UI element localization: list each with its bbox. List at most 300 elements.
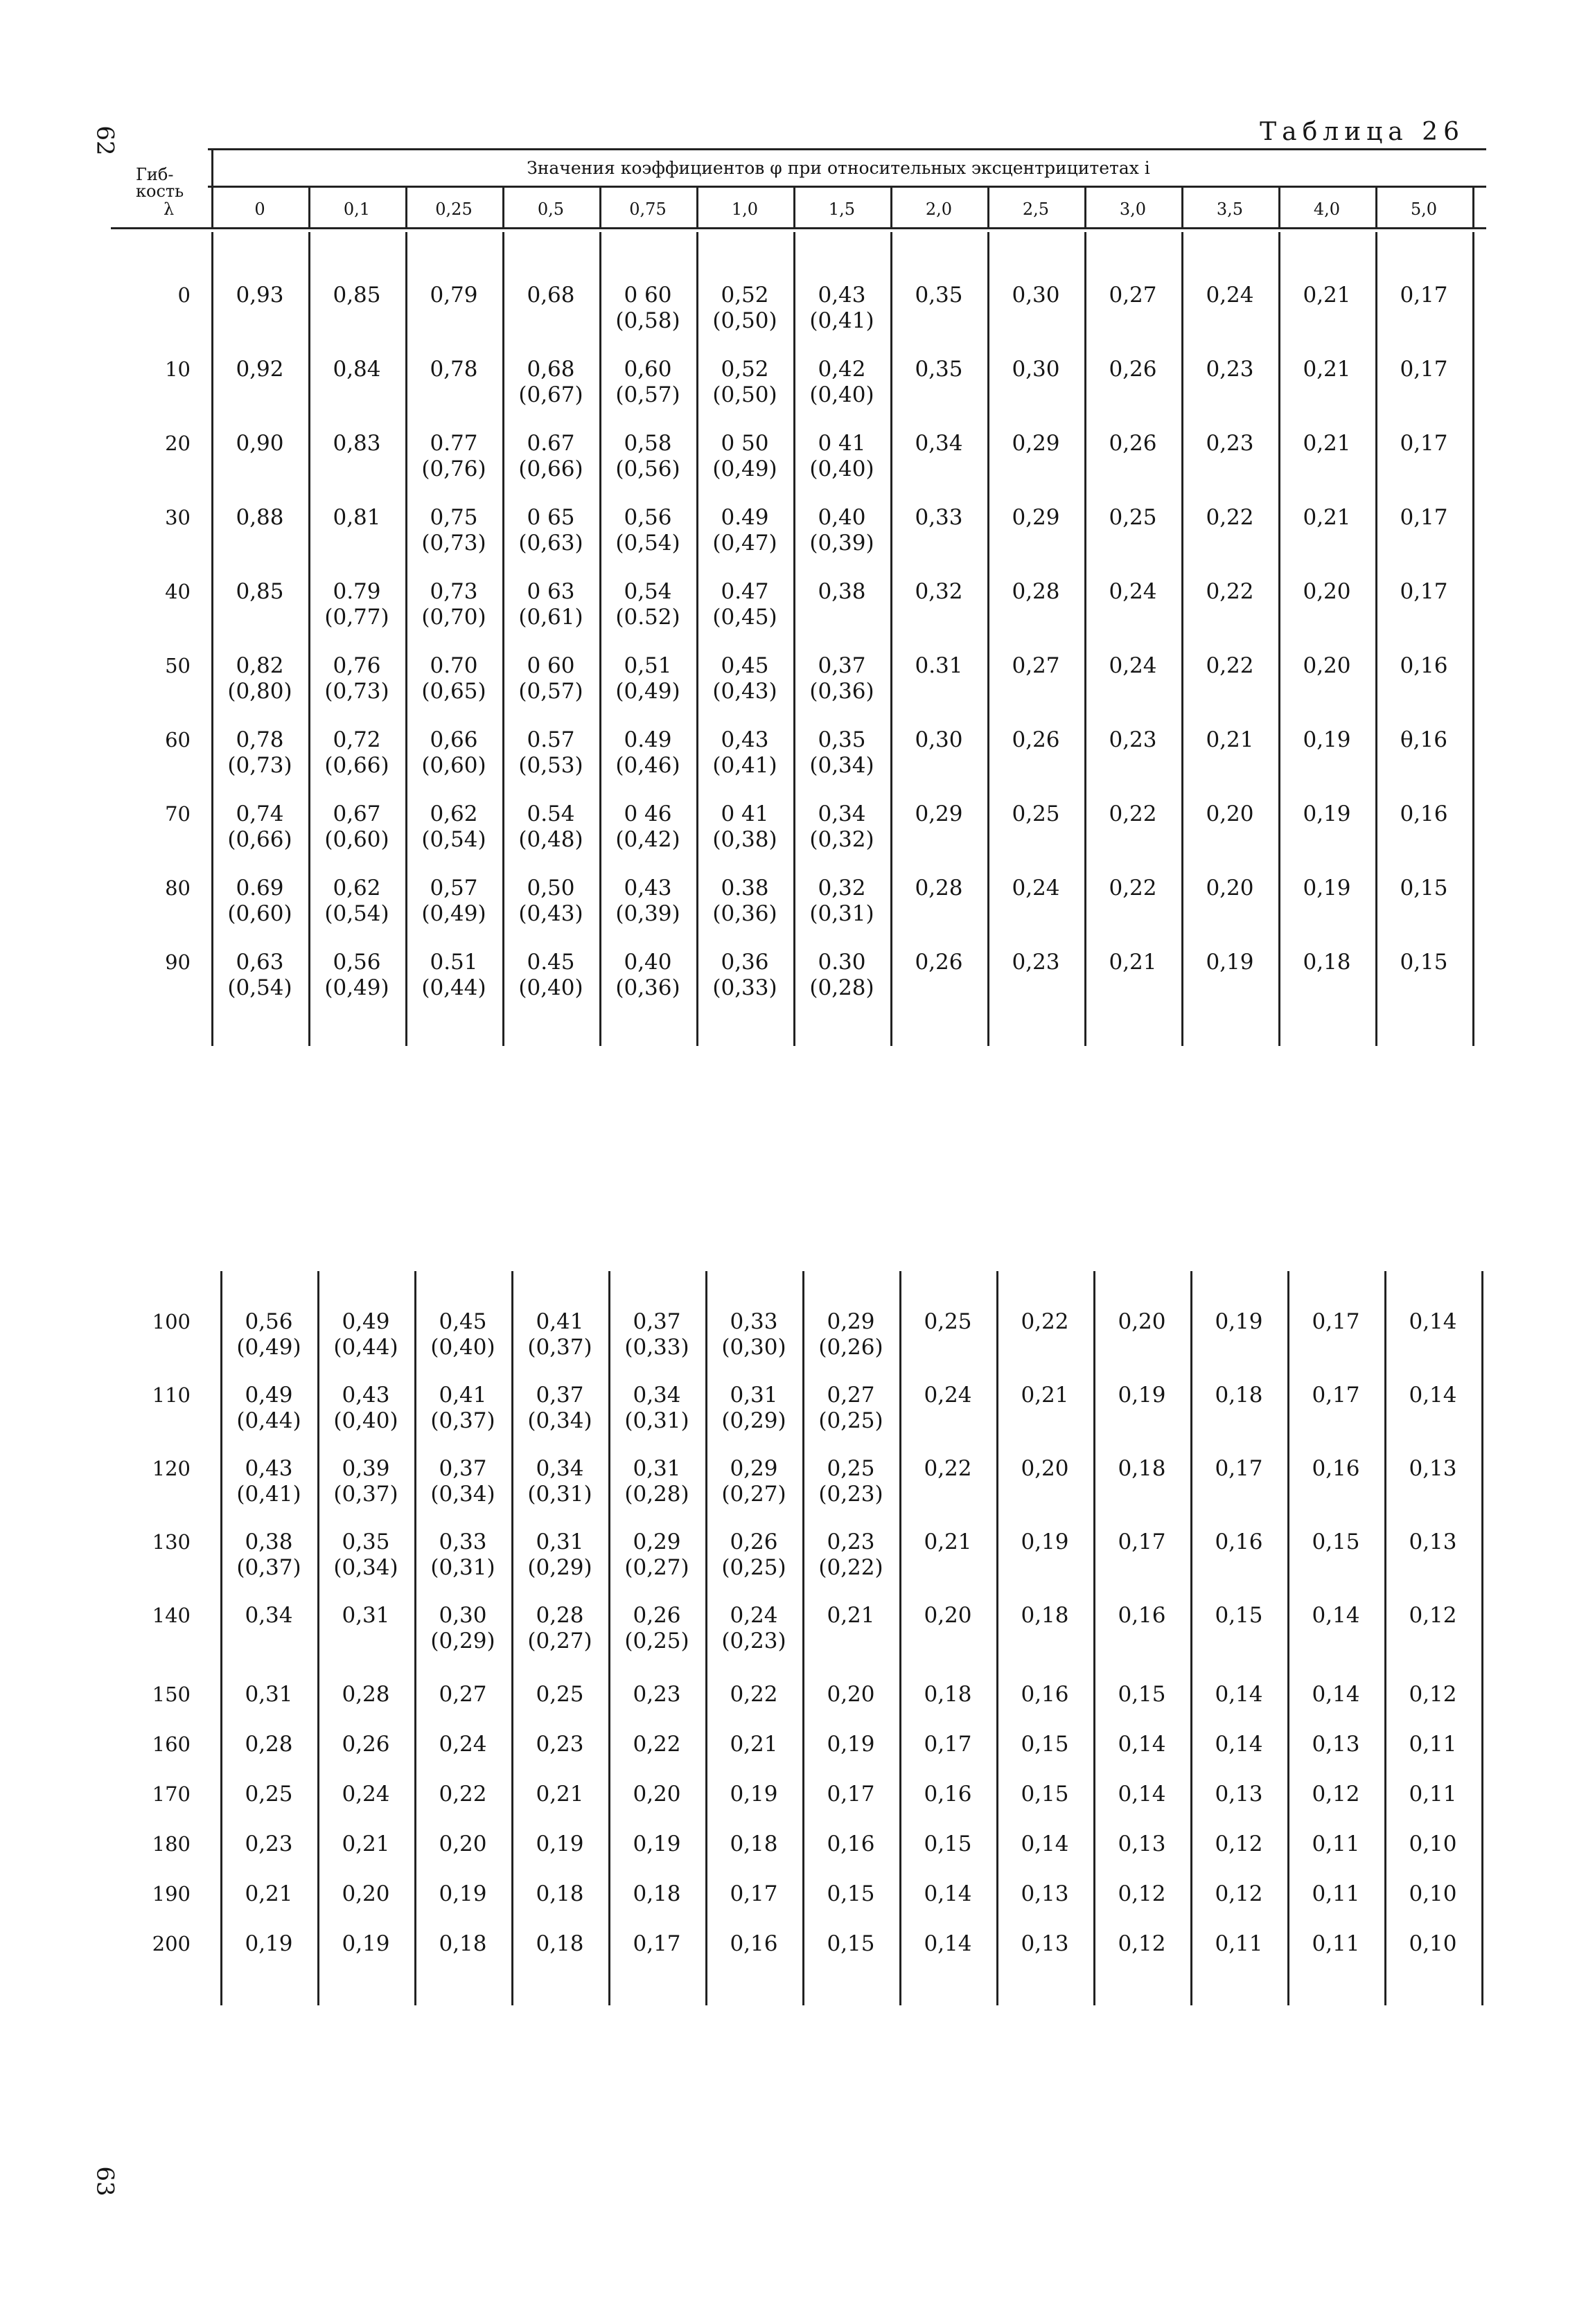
- table-cell: 0,12: [1312, 1782, 1360, 1807]
- table-cell: 0,58 (0,56): [615, 431, 680, 481]
- lambda-header-symbol: λ: [164, 199, 175, 219]
- table-cell: 0,25: [1109, 505, 1157, 530]
- lambda-value: 70: [165, 802, 191, 826]
- table-cell: 0,72 (0,66): [324, 727, 389, 778]
- table-cell: 0,31: [245, 1682, 293, 1707]
- table-cell: 0,66 (0,60): [421, 727, 486, 778]
- table-cell: 0.31: [915, 653, 963, 678]
- table-cell: 0,24: [1109, 653, 1157, 678]
- lambda-value: 90: [165, 950, 191, 974]
- table-cell: 0,42 (0,40): [809, 357, 874, 407]
- lambda-value: 200: [152, 1932, 191, 1955]
- column-header: 3,5: [1216, 199, 1244, 219]
- table-cell: 0,22: [1206, 505, 1254, 530]
- lambda-value: 30: [165, 506, 191, 529]
- table-cell: 0,29: [915, 801, 963, 826]
- column-header: 5,0: [1410, 199, 1438, 219]
- table-cell: 0,20: [1021, 1456, 1069, 1481]
- table-cell: 0,29: [1012, 505, 1060, 530]
- table-cell: 0,79: [430, 283, 478, 308]
- column-header: 1,0: [731, 199, 759, 219]
- table-cell: 0,16: [1400, 653, 1448, 678]
- table-cell: 0,17: [730, 1881, 778, 1906]
- table-cell: 0,19: [1206, 950, 1254, 975]
- table-cell: 0,10: [1409, 1931, 1457, 1956]
- table-cell: 0,23: [1109, 727, 1157, 752]
- header-divider: [405, 186, 407, 227]
- table-cell: 0,21: [1021, 1383, 1069, 1408]
- table-cell: 0,19: [1118, 1383, 1166, 1408]
- table-cell: 0,24: [342, 1782, 390, 1807]
- table-cell: 0,26: [1012, 727, 1060, 752]
- table-cell: 0,18: [536, 1931, 584, 1956]
- coefficient-span-header: Значения коэффициентов φ при относительных эксцентрицитетах i: [527, 158, 1150, 178]
- column-divider: [987, 232, 989, 1046]
- table-cell: 0,13: [1312, 1732, 1360, 1757]
- table-cell: 0,21: [730, 1732, 778, 1757]
- header-divider: [696, 186, 698, 227]
- column-header: 0,5: [537, 199, 565, 219]
- table-cell: 0,35 (0,34): [333, 1529, 398, 1580]
- table-cell: 0,51 (0,49): [615, 653, 680, 704]
- header-divider: [987, 186, 989, 227]
- table-cell: 0,15: [1400, 950, 1448, 975]
- lambda-value: 80: [165, 876, 191, 900]
- table-cell: 0,43 (0,41): [236, 1456, 301, 1507]
- table-cell: 0,11: [1312, 1831, 1360, 1856]
- lambda-value: 110: [152, 1383, 191, 1407]
- table-cell: 0,24: [1206, 283, 1254, 308]
- table-cell: 0,25 (0,23): [818, 1456, 883, 1507]
- table-cell: 0,40 (0,39): [809, 505, 874, 556]
- table-cell: 0,21: [1303, 505, 1351, 530]
- table-cell: 0,28: [915, 876, 963, 901]
- table-cell: 0,18: [633, 1881, 681, 1906]
- table-cell: 0,56 (0,54): [615, 505, 680, 556]
- table-cell: 0,26: [1109, 431, 1157, 456]
- table-cell: 0,85: [236, 579, 284, 604]
- lambda-header-line1: Гиб-: [136, 165, 174, 184]
- table-cell: 0,21: [342, 1831, 390, 1856]
- column-header: 2,0: [925, 199, 953, 219]
- table-cell: 0,43 (0,39): [615, 876, 680, 926]
- table-cell: 0,73 (0,70): [421, 579, 486, 630]
- table-cell: 0,43 (0,41): [712, 727, 777, 778]
- column-header: 1,5: [828, 199, 856, 219]
- table-cell: 0,17: [1118, 1529, 1166, 1554]
- table-cell: 0,33: [915, 505, 963, 530]
- column-header: 0,25: [435, 199, 473, 219]
- table-cell: 0,22: [730, 1682, 778, 1707]
- table-cell: 0,21: [1303, 357, 1351, 382]
- table-cell: 0,14: [1215, 1682, 1263, 1707]
- table-cell: 0,18: [924, 1682, 972, 1707]
- table-cell: 0,11: [1409, 1782, 1457, 1807]
- table-cell: 0,34 (0,32): [809, 801, 874, 852]
- header-divider: [502, 186, 504, 227]
- table-cell: 0,15: [1021, 1732, 1069, 1757]
- header-divider: [890, 186, 892, 227]
- lambda-value: 160: [152, 1732, 191, 1756]
- table-cell: 0,10: [1409, 1881, 1457, 1906]
- table-cell: 0,15: [1312, 1529, 1360, 1554]
- table-cell: 0,22: [1021, 1309, 1069, 1334]
- table-cell: 0,15: [1400, 876, 1448, 901]
- table-cell: 0,74 (0,66): [227, 801, 292, 852]
- table-cell: 0,29 (0,27): [624, 1529, 689, 1580]
- table-cell: 0.49 (0,46): [615, 727, 680, 778]
- table-cell: 0,31 (0,28): [624, 1456, 689, 1507]
- table-cell: 0,24: [1109, 579, 1157, 604]
- table-cell: 0,76 (0,73): [324, 653, 389, 704]
- table-cell: 0 41 (0,40): [809, 431, 874, 481]
- table-cell: 0,78 (0,73): [227, 727, 292, 778]
- table-cell: 0,21: [924, 1529, 972, 1554]
- table-cell: 0.51 (0,44): [421, 950, 486, 1000]
- header-divider: [1472, 186, 1474, 227]
- table-cell: 0,67 (0,60): [324, 801, 389, 852]
- table-cell: 0,15: [1215, 1603, 1263, 1628]
- table-cell: 0,20: [439, 1831, 487, 1856]
- table-cell: 0,23: [1206, 357, 1254, 382]
- lambda-value: 120: [152, 1457, 191, 1480]
- table-cell: 0.69 (0,60): [227, 876, 292, 926]
- table-cell: 0,18: [730, 1831, 778, 1856]
- table-cell: 0,30: [915, 727, 963, 752]
- table-cell: 0,36 (0,33): [712, 950, 777, 1000]
- table-cell: 0,20: [1206, 801, 1254, 826]
- table-cell: 0,22: [1109, 801, 1157, 826]
- lambda-value: 40: [165, 580, 191, 603]
- table-cell: 0,13: [1118, 1831, 1166, 1856]
- table-cell: 0 60 (0,57): [518, 653, 583, 704]
- lambda-value: 190: [152, 1882, 191, 1906]
- table-cell: 0,17: [633, 1931, 681, 1956]
- table-cell: 0,12: [1409, 1603, 1457, 1628]
- table-cell: 0,37 (0,36): [809, 653, 874, 704]
- table-cell: 0,14: [1118, 1732, 1166, 1757]
- table-cell: 0,62 (0,54): [324, 876, 389, 926]
- table-cell: 0,28 (0,27): [527, 1603, 592, 1653]
- lambda-value: 180: [152, 1832, 191, 1856]
- table-cell: 0,43 (0,41): [809, 283, 874, 333]
- table-cell: 0,93: [236, 283, 284, 308]
- table-cell: 0,18: [1021, 1603, 1069, 1628]
- table-cell: 0 50 (0,49): [712, 431, 777, 481]
- table-cell: 0,22: [1206, 579, 1254, 604]
- table-cell: 0,85: [333, 283, 381, 308]
- table-cell: 0,35: [915, 357, 963, 382]
- table-cell: 0,20: [633, 1782, 681, 1807]
- table-cell: 0,31 (0,29): [527, 1529, 592, 1580]
- table-cell: 0,26: [342, 1732, 390, 1757]
- table-cell: 0,20: [1303, 653, 1351, 678]
- header-divider: [599, 186, 601, 227]
- table-cell: 0,83: [333, 431, 381, 456]
- table-cell: 0,37 (0,34): [430, 1456, 495, 1507]
- table-cell: 0,17: [1400, 505, 1448, 530]
- lambda-value: 100: [152, 1310, 191, 1333]
- table-cell: 0.79 (0,77): [324, 579, 389, 630]
- table-cell: 0,14: [924, 1931, 972, 1956]
- table-cell: 0,24: [924, 1383, 972, 1408]
- table-cell: 0,18: [1303, 950, 1351, 975]
- table-cell: 0,21: [1303, 283, 1351, 308]
- table-cell: 0,30 (0,29): [430, 1603, 495, 1653]
- header-divider: [1084, 186, 1086, 227]
- table-cell: 0,19: [1021, 1529, 1069, 1554]
- table-cell: 0,37 (0,34): [527, 1383, 592, 1433]
- table-cell: 0,18: [536, 1881, 584, 1906]
- table-cell: 0,21: [1206, 727, 1254, 752]
- column-divider: [1472, 232, 1474, 1046]
- column-header: 3,0: [1119, 199, 1147, 219]
- table-cell: 0,27: [1109, 283, 1157, 308]
- table-cell: 0,68 (0,67): [518, 357, 583, 407]
- column-divider: [1481, 1271, 1483, 2005]
- header-sub-rule: [208, 186, 1486, 188]
- table-cell: 0,34: [245, 1603, 293, 1628]
- table-cell: 0,16: [1021, 1682, 1069, 1707]
- table-cell: 0,21: [1109, 950, 1157, 975]
- column-header: 0: [254, 199, 265, 219]
- table-cell: 0 46 (0,42): [615, 801, 680, 852]
- table-cell: 0,14: [1409, 1309, 1457, 1334]
- header-divider: [1278, 186, 1280, 227]
- table-cell: 0,23: [536, 1732, 584, 1757]
- table-cell: 0,23: [633, 1682, 681, 1707]
- lambda-value: 130: [152, 1530, 191, 1554]
- table-cell: 0,22: [1109, 876, 1157, 901]
- table-cell: 0,16: [924, 1782, 972, 1807]
- table-cell: 0.49 (0,47): [712, 505, 777, 556]
- table-cell: 0,30: [1012, 357, 1060, 382]
- table-cell: 0,34 (0,31): [624, 1383, 689, 1433]
- table-cell: 0,92: [236, 357, 284, 382]
- table-cell: 0,14: [1021, 1831, 1069, 1856]
- table-cell: 0,54 (0.52): [615, 579, 680, 630]
- lambda-value: 0: [177, 283, 191, 307]
- table-cell: 0,19: [1303, 801, 1351, 826]
- table-cell: 0,29 (0,26): [818, 1309, 883, 1360]
- table-cell: 0,41 (0,37): [527, 1309, 592, 1360]
- table-cell: 0,11: [1312, 1931, 1360, 1956]
- table-cell: 0,37 (0,33): [624, 1309, 689, 1360]
- table-cell: 0,18: [1118, 1456, 1166, 1481]
- table-cell: 0,28: [1012, 579, 1060, 604]
- lambda-value: 20: [165, 432, 191, 455]
- table-cell: 0,38: [818, 579, 866, 604]
- table-cell: 0.57 (0,53): [518, 727, 583, 778]
- table-cell: 0,28: [342, 1682, 390, 1707]
- table-cell: 0,63 (0,54): [227, 950, 292, 1000]
- table-cell: 0,19: [730, 1782, 778, 1807]
- table-cell: 0,22: [633, 1732, 681, 1757]
- table-cell: 0,62 (0,54): [421, 801, 486, 852]
- table-cell: 0,17: [827, 1782, 875, 1807]
- table-cell: 0,19: [827, 1732, 875, 1757]
- table-cell: 0,41 (0,37): [430, 1383, 495, 1433]
- table-cell: 0,16: [1118, 1603, 1166, 1628]
- table-cell: 0,16: [1312, 1456, 1360, 1481]
- table-cell: 0,14: [924, 1881, 972, 1906]
- table-cell: 0,14: [1118, 1782, 1166, 1807]
- lambda-value: 60: [165, 728, 191, 752]
- column-header: 0,1: [343, 199, 371, 219]
- table-cell: 0 63 (0,61): [518, 579, 583, 630]
- table-cell: 0,19: [342, 1931, 390, 1956]
- table-cell: 0,16: [1215, 1529, 1263, 1554]
- table-cell: 0,17: [1400, 357, 1448, 382]
- table-cell: 0,26 (0,25): [721, 1529, 786, 1580]
- table-cell: 0 60 (0,58): [615, 283, 680, 333]
- table-cell: 0,26 (0,25): [624, 1603, 689, 1653]
- header-bottom-rule: [111, 227, 1486, 229]
- table-cell: 0,21: [1303, 431, 1351, 456]
- table-cell: 0,78: [430, 357, 478, 382]
- table-cell: 0,43 (0,40): [333, 1383, 398, 1433]
- table-cell: 0,31 (0,29): [721, 1383, 786, 1433]
- table-cell: 0,21: [245, 1881, 293, 1906]
- table-cell: 0,12: [1215, 1831, 1263, 1856]
- table-cell: 0,15: [827, 1881, 875, 1906]
- table-cell: 0,27: [1012, 653, 1060, 678]
- table-cell: 0,19: [1303, 876, 1351, 901]
- table-cell: 0,16: [730, 1931, 778, 1956]
- table-title: Таблица 26: [1260, 118, 1465, 146]
- table-cell: 0,22: [1206, 653, 1254, 678]
- column-header: 2,5: [1022, 199, 1050, 219]
- table-cell: 0,18: [439, 1931, 487, 1956]
- table-cell: 0,17: [924, 1732, 972, 1757]
- table-cell: 0,17: [1400, 431, 1448, 456]
- table-cell: 0,19: [1215, 1309, 1263, 1334]
- table-cell: 0,14: [1215, 1732, 1263, 1757]
- column-divider: [890, 232, 892, 1046]
- table-cell: 0,35: [915, 283, 963, 308]
- lambda-value: 170: [152, 1782, 191, 1806]
- table-cell: 0,82 (0,80): [227, 653, 292, 704]
- table-cell: 0,26: [1109, 357, 1157, 382]
- table-cell: 0,20: [342, 1881, 390, 1906]
- table-cell: 0,29: [1012, 431, 1060, 456]
- column-divider: [1084, 232, 1086, 1046]
- table-cell: 0,35 (0,34): [809, 727, 874, 778]
- table-cell: 0,20: [1206, 876, 1254, 901]
- column-divider: [1278, 232, 1280, 1046]
- header-divider: [793, 186, 795, 227]
- table-cell: 0,19: [536, 1831, 584, 1856]
- table-cell: 0,19: [439, 1881, 487, 1906]
- table-cell: 0,20: [924, 1603, 972, 1628]
- table-cell: 0,31: [342, 1603, 390, 1628]
- table-cell: 0,88: [236, 505, 284, 530]
- table-cell: 0,34 (0,31): [527, 1456, 592, 1507]
- table-cell: 0 41 (0,38): [712, 801, 777, 852]
- table-cell: 0,28: [245, 1732, 293, 1757]
- table-cell: 0,20: [1118, 1309, 1166, 1334]
- table-cell: 0,21: [827, 1603, 875, 1628]
- table-cell: 0,24: [1012, 876, 1060, 901]
- table-cell: 0,23: [1206, 431, 1254, 456]
- table-cell: 0,57 (0,49): [421, 876, 486, 926]
- lambda-value: 140: [152, 1604, 191, 1627]
- header-divider: [211, 148, 213, 227]
- table-cell: 0,12: [1118, 1931, 1166, 1956]
- table-cell: 0,27: [439, 1682, 487, 1707]
- table-cell: 0,24: [439, 1732, 487, 1757]
- table-cell: 0,29 (0,27): [721, 1456, 786, 1507]
- table-cell: 0,49 (0,44): [236, 1383, 301, 1433]
- table-cell: 0,33 (0,30): [721, 1309, 786, 1360]
- table-cell: 0,17: [1312, 1383, 1360, 1408]
- table-cell: 0,25: [245, 1782, 293, 1807]
- table-cell: 0,13: [1215, 1782, 1263, 1807]
- table-cell: 0,11: [1409, 1732, 1457, 1757]
- table-cell: 0,38 (0,37): [236, 1529, 301, 1580]
- table-cell: 0,10: [1409, 1831, 1457, 1856]
- table-cell: 0,13: [1021, 1931, 1069, 1956]
- table-cell: 0,90: [236, 431, 284, 456]
- table-cell: 0,23: [245, 1831, 293, 1856]
- table-cell: 0,56 (0,49): [324, 950, 389, 1000]
- table-cell: 0,25: [924, 1309, 972, 1334]
- table-cell: 0,19: [245, 1931, 293, 1956]
- table-cell: 0,22: [924, 1456, 972, 1481]
- column-divider: [1181, 232, 1183, 1046]
- table-cell: 0,21: [536, 1782, 584, 1807]
- table-cell: 0.45 (0,40): [518, 950, 583, 1000]
- column-divider: [1375, 232, 1377, 1046]
- table-cell: 0,13: [1021, 1881, 1069, 1906]
- table-cell: 0 65 (0,63): [518, 505, 583, 556]
- table-cell: 0,13: [1409, 1529, 1457, 1554]
- column-header: 4,0: [1313, 199, 1341, 219]
- table-cell: 0,19: [1303, 727, 1351, 752]
- table-cell: 0,17: [1215, 1456, 1263, 1481]
- header-top-rule: [208, 148, 1486, 150]
- table-cell: 0,11: [1312, 1881, 1360, 1906]
- lambda-value: 50: [165, 654, 191, 677]
- table-cell: θ,16: [1400, 727, 1447, 752]
- header-divider: [1181, 186, 1183, 227]
- header-divider: [1375, 186, 1377, 227]
- table-cell: 0,18: [1215, 1383, 1263, 1408]
- table-cell: 0,45 (0,43): [712, 653, 777, 704]
- table-cell: 0,49 (0,44): [333, 1309, 398, 1360]
- lambda-value: 10: [165, 357, 191, 381]
- table-cell: 0,14: [1312, 1682, 1360, 1707]
- table-cell: 0,56 (0,49): [236, 1309, 301, 1360]
- table-cell: 0,20: [827, 1682, 875, 1707]
- page-number-left: 62: [91, 125, 119, 156]
- table-cell: 0,14: [1409, 1383, 1457, 1408]
- table-cell: 0,15: [1118, 1682, 1166, 1707]
- table-cell: 0,12: [1118, 1881, 1166, 1906]
- table-cell: 0,15: [924, 1831, 972, 1856]
- table-cell: 0,12: [1215, 1881, 1263, 1906]
- table-cell: 0,25: [536, 1682, 584, 1707]
- table-cell: 0,17: [1400, 283, 1448, 308]
- table-cell: 0,27 (0,25): [818, 1383, 883, 1433]
- table-cell: 0,17: [1312, 1309, 1360, 1334]
- table-cell: 0,39 (0,37): [333, 1456, 398, 1507]
- table-cell: 0.30 (0,28): [809, 950, 874, 1000]
- lambda-value: 150: [152, 1683, 191, 1706]
- table-cell: 0.47 (0,45): [712, 579, 777, 630]
- table-cell: 0,12: [1409, 1682, 1457, 1707]
- table-cell: 0,40 (0,36): [615, 950, 680, 1000]
